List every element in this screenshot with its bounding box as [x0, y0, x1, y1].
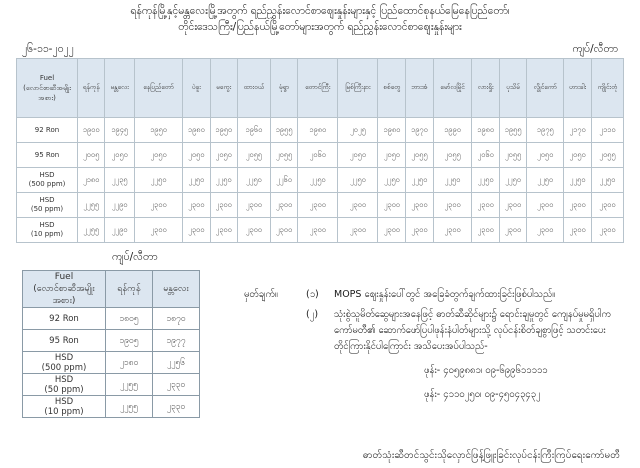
price-cell: ၂၃၀၀ [237, 218, 270, 243]
price-cell: ၂၀၅၀ [564, 143, 592, 168]
price-cell: ၂၀၅၀ [378, 143, 406, 168]
price-cell: ၁၉၅၅ [270, 118, 297, 143]
small-table-body [23, 308, 200, 418]
fuel-type-name: HSD [39, 171, 55, 179]
fuel-type-cell [17, 118, 78, 143]
note-1-number: (၁) [306, 289, 319, 300]
price-cell: ၁၈၇၀ [152, 308, 199, 330]
fuel-type-grade: (50 ppm) [44, 384, 84, 395]
price-cell: ၂၃၀၀ [564, 193, 592, 218]
price-cell: ၂၂၅၀ [237, 168, 270, 193]
fuel-type-cell [17, 168, 78, 193]
fuel-column-header [17, 59, 78, 118]
city-name: ပုသိမ် [506, 83, 520, 91]
city-name: နေပြည်တော် [143, 83, 174, 91]
city-column-header [134, 59, 182, 118]
city-column-header [433, 59, 472, 118]
price-cell: ၁၉၅၅ [499, 118, 526, 143]
city-column-header [298, 59, 338, 118]
price-cell: ၂၂၅၀ [210, 168, 237, 193]
price-cell: ၁၉၇၀ [406, 118, 433, 143]
price-cell: ၁၉၇၇ [152, 330, 199, 352]
fuel-type-name: HSD [39, 196, 55, 204]
price-cell: ၁၉၄၅ [105, 118, 135, 143]
price-cell: ၁၉၉၀ [433, 118, 472, 143]
fuel-type-name: 92 Ron [34, 125, 60, 134]
fuel-type-cell [23, 330, 106, 352]
price-cell: ၂၀၅၀ [210, 143, 237, 168]
phone-line-1: ဖုန်း- ၄၀၅၉၈၈၁၊ ၀၉-၆၉၉၆၁၁၁၁၁ [424, 365, 548, 376]
price-cell: ၂၂၅၀ [591, 168, 623, 193]
price-cell: ၁၈၀၅ [105, 308, 152, 330]
price-cell: ၂၂၅၅ [105, 396, 152, 418]
city-name: မော်လမြိုင် [440, 83, 465, 91]
price-cell: ၂၂၉၀ [105, 193, 135, 218]
price-cell: ၂၃၀၀ [183, 193, 210, 218]
price-cell: ၂၃၀၀ [406, 218, 433, 243]
price-cell: ၂၂၅၀ [564, 168, 592, 193]
yangon-mandalay-price-table [22, 270, 200, 418]
city-column-header [105, 59, 135, 118]
price-cell: ၂၂၅၀ [527, 168, 564, 193]
fuel-header-sublabel: (လောင်စာဆီအမျိုးအစား) [33, 284, 95, 306]
price-cell: ၁၉၅၀ [210, 118, 237, 143]
price-cell: ၂၃၀၀ [338, 218, 378, 243]
city-column-header [338, 59, 378, 118]
price-cell: ၁၉၀၀ [78, 118, 105, 143]
price-cell: ၂၂၅၀ [378, 168, 406, 193]
committee-signature: ဓာတ်သုံးဆီတင်သွင်းသိုလှောင်ဖြန့်ဖြူးခြင်းလုပ်ငန်းကြီးကြပ်ရေးကော်မတီ [362, 450, 620, 461]
price-cell: ၂၃၀၀ [338, 193, 378, 218]
price-cell: ၂၃၀၀ [237, 193, 270, 218]
note-2-line-3: တိုင်ကြားနိုင်ပါကြောင်း အသိပေးအပ်ပါသည်- [334, 341, 488, 352]
table-row [23, 396, 200, 418]
city-name: ပဲခူး [191, 83, 201, 91]
city-column-header [472, 59, 499, 118]
city-column-header [406, 59, 433, 118]
notes-label: မှတ်ချက်။ [244, 289, 278, 300]
table-row [17, 118, 624, 143]
fuel-type-cell [17, 193, 78, 218]
price-cell: ၂၃၀၀ [378, 218, 406, 243]
city-column-header [183, 59, 210, 118]
price-cell: ၂၀၅၀ [527, 143, 564, 168]
city-column-header [210, 59, 237, 118]
price-cell: ၂၂၅၀ [338, 168, 378, 193]
fuel-type-grade: (50 ppm) [30, 205, 64, 213]
price-cell: ၂၀၅၀ [134, 143, 182, 168]
price-cell: ၁၉၈၀ [183, 118, 210, 143]
price-cell: ၂၁၁၀ [591, 118, 623, 143]
note-2-line-2: ကော်မတီ၏ ဆောက်ဖော်ပြပါဖုန်းနံပါတ်များသို့ လုပ်ငန်းစိတ်ချစွာဖြင့် သတင်းပေး [334, 325, 606, 336]
city-column-header [78, 59, 105, 118]
phone-line-2: ဖုန်း- ၄၁၁၀၂၅၀၊ ၀၉-၄၅၀၄၃၄၃၂ [424, 389, 541, 400]
note-2-number: (၂) [306, 309, 319, 320]
price-cell: ၂၃၀၀ [591, 193, 623, 218]
city-name: ဘားအံ [411, 83, 428, 91]
price-cell: ၂၂၅၅ [105, 374, 152, 396]
city-name: ကျိုင်းတုံ [597, 83, 618, 91]
city-name: မကွေး [216, 83, 232, 91]
city-name: ရန်ကုန် [82, 83, 100, 91]
price-cell: ၂၃၀၀ [433, 193, 472, 218]
price-cell: ၂၂၃၅ [105, 168, 135, 193]
city-name: ရန်ကုန် [117, 284, 141, 294]
date-label: ၂၆-၁၁-၂၀၂၂ [22, 43, 74, 55]
price-cell: ၂၃၀၀ [270, 218, 297, 243]
price-cell: ၂၀၆၀ [298, 143, 338, 168]
city-name: တောင်ကြီး [305, 83, 331, 91]
price-cell: ၁၉၅၀ [134, 118, 182, 143]
fuel-header-sublabel: (လောင်စာဆီအမျိုးအစား) [23, 84, 71, 102]
fuel-type-cell [23, 396, 106, 418]
price-cell: ၂၁၈၀ [78, 168, 105, 193]
fuel-type-cell [23, 374, 106, 396]
price-cell: ၂၃၀၀ [564, 218, 592, 243]
table-row [23, 308, 200, 330]
fuel-type-name: 92 Ron [49, 313, 79, 324]
city-column-header [527, 59, 564, 118]
price-cell: ၂၃၀၀ [527, 218, 564, 243]
city-name: ဟားခါး [568, 83, 587, 91]
table-row [23, 374, 200, 396]
price-cell: ၁၉၀၅ [105, 330, 152, 352]
price-cell: ၂၂၅၅ [78, 193, 105, 218]
price-cell: ၂၂၅၀ [298, 168, 338, 193]
price-cell: ၂၀၅၅ [237, 143, 270, 168]
price-cell: ၂၁၇၀ [564, 118, 592, 143]
price-cell: ၂၃၀၀ [134, 193, 182, 218]
price-cell: ၁၉၈၀ [298, 118, 338, 143]
fuel-header-label: Fuel [54, 272, 74, 282]
price-cell: ၁၉၈၀ [378, 118, 406, 143]
city-name: လွိုင်ကော် [533, 83, 557, 91]
fuel-column-header [23, 271, 106, 308]
price-cell: ၂၀၅၅ [591, 143, 623, 168]
price-cell: ၂၀၆၀ [472, 143, 499, 168]
fuel-type-name: 95 Ron [34, 150, 60, 159]
fuel-type-name: HSD [54, 396, 74, 407]
price-cell: ၂၀၅၀ [338, 143, 378, 168]
price-cell: ၂၃၀၀ [527, 193, 564, 218]
fuel-type-cell [17, 218, 78, 243]
price-cell: ၂၀၅၅ [270, 143, 297, 168]
price-cell: ၂၃၀၀ [591, 218, 623, 243]
fuel-header-label: Fuel [39, 74, 55, 82]
title-line-2: တိုင်းဒေသကြီး/ပြည်နယ်မြို့တော်များအတွက် ရည်ညွှန်းလောင်စာဈေးနှုန်းများ [178, 21, 462, 33]
price-cell: ၂၃၀၀ [499, 218, 526, 243]
fuel-type-cell [23, 352, 106, 374]
price-cell: ၂၀၂၅ [338, 118, 378, 143]
city-column-header [237, 59, 270, 118]
table-row [23, 330, 200, 352]
fuel-type-grade: (10 ppm) [44, 406, 84, 417]
city-name: မြစ်ကြီးနား [345, 83, 371, 91]
price-cell: ၂၂၅၀ [406, 168, 433, 193]
city-name: လားရှိုး [477, 83, 494, 91]
price-cell: ၂၂၅၆ [152, 352, 199, 374]
price-cell: ၂၃၀၀ [298, 218, 338, 243]
price-cell: ၂၀၅၅ [499, 143, 526, 168]
price-cell: ၂၃၀၀ [183, 218, 210, 243]
fuel-type-grade: (500 ppm) [41, 362, 87, 373]
table-row [17, 168, 624, 193]
city-price-table-header [17, 59, 624, 118]
unit-label: ကျပ်/လီတာ [572, 43, 618, 55]
price-cell: ၂၃၀၀ [270, 193, 297, 218]
city-price-table [16, 58, 624, 243]
price-cell: ၂၂၉၀ [105, 218, 135, 243]
fuel-type-name: HSD [54, 352, 74, 363]
price-cell: ၂၃၃၀ [152, 374, 199, 396]
price-cell: ၂၃၀၀ [210, 218, 237, 243]
price-cell: ၂၃၀၀ [210, 193, 237, 218]
price-cell: ၂၁၈၀ [105, 352, 152, 374]
price-cell: ၂၂၅၀ [183, 168, 210, 193]
price-cell: ၂၃၀၀ [298, 193, 338, 218]
city-column-header [591, 59, 623, 118]
price-cell: ၂၂၅၀ [499, 168, 526, 193]
city-name: မုံရွာ [278, 83, 290, 91]
small-table-header [23, 271, 200, 308]
table-row [17, 193, 624, 218]
header-row [23, 271, 200, 308]
table-row [17, 218, 624, 243]
price-cell: ၂၀၅၀ [105, 143, 135, 168]
fuel-type-cell [23, 308, 106, 330]
city-column-header [378, 59, 406, 118]
city-name: မန္တလေး [110, 83, 129, 91]
price-cell: ၁၉၈၀ [472, 118, 499, 143]
price-cell: ၁၉၇၅ [527, 118, 564, 143]
price-cell: ၂၂၅၀ [433, 168, 472, 193]
city-column-header [564, 59, 592, 118]
city-name: ထားဝယ် [243, 83, 265, 91]
price-cell: ၂၂၅၀ [472, 168, 499, 193]
city-column-header [499, 59, 526, 118]
table-row [23, 352, 200, 374]
price-cell: ၂၃၀၀ [406, 193, 433, 218]
city-name: စစ်တွေ [383, 83, 401, 91]
price-cell: ၂၃၀၀ [378, 193, 406, 218]
city-column-header [270, 59, 297, 118]
fuel-type-name: HSD [39, 221, 55, 229]
price-cell: ၂၃၀၀ [134, 218, 182, 243]
price-cell: ၂၃၀၀ [472, 218, 499, 243]
fuel-type-name: HSD [54, 374, 74, 385]
price-cell: ၂၀၀၅ [78, 143, 105, 168]
city-column-header [152, 271, 199, 308]
fuel-type-name: 95 Ron [49, 335, 79, 346]
price-cell: ၁၉၆၀ [237, 118, 270, 143]
fuel-type-grade: (500 ppm) [28, 180, 66, 188]
price-cell: ၂၂၆၀ [270, 168, 297, 193]
price-cell: ၂၀၅၅ [433, 143, 472, 168]
header-row [17, 59, 624, 118]
fuel-type-grade: (10 ppm) [30, 230, 64, 238]
price-cell: ၂၃၀၀ [499, 193, 526, 218]
price-cell: ၂၃၀၀ [472, 193, 499, 218]
price-cell: ၂၂၅၀ [134, 168, 182, 193]
price-cell: ၂၀၅၀ [183, 143, 210, 168]
city-name: မန္တလေး [163, 284, 189, 294]
note-1-text: MOPS ဈေးနှုန်းပေါ်တွင် အခြေခံတွက်ချက်ထားခြင်းဖြစ်ပါသည်။ [334, 289, 556, 300]
price-cell: ၂၀၅၅ [406, 143, 433, 168]
city-price-table-body [17, 118, 624, 243]
price-cell: ၂၂၅၅ [78, 218, 105, 243]
fuel-type-cell [17, 143, 78, 168]
title-line-1: ရန်ကုန်မြို့နှင့်မန္တလေးမြို့အတွက် ရည်ညွှန်းလောင်စာဈေးနှုန်းများနှင့် ပြည်ထောင်စုနယ်မြေနေပြည်တော်၊ [130, 5, 510, 17]
city-column-header [105, 271, 152, 308]
table-row [17, 143, 624, 168]
note-2-line-1: သုံးစွဲသူမိတ်ဆွေများအနေဖြင့် ဓာတ်ဆီဆိုင်များ၌ ရောင်းချမှုတွင် ကျေနပ်မှုမရှိပါက [334, 309, 611, 320]
price-cell: ၂၃၃၀ [152, 396, 199, 418]
price-cell: ၂၃၀၀ [433, 218, 472, 243]
unit-label-secondary: ကျပ်/လီတာ [112, 251, 158, 263]
